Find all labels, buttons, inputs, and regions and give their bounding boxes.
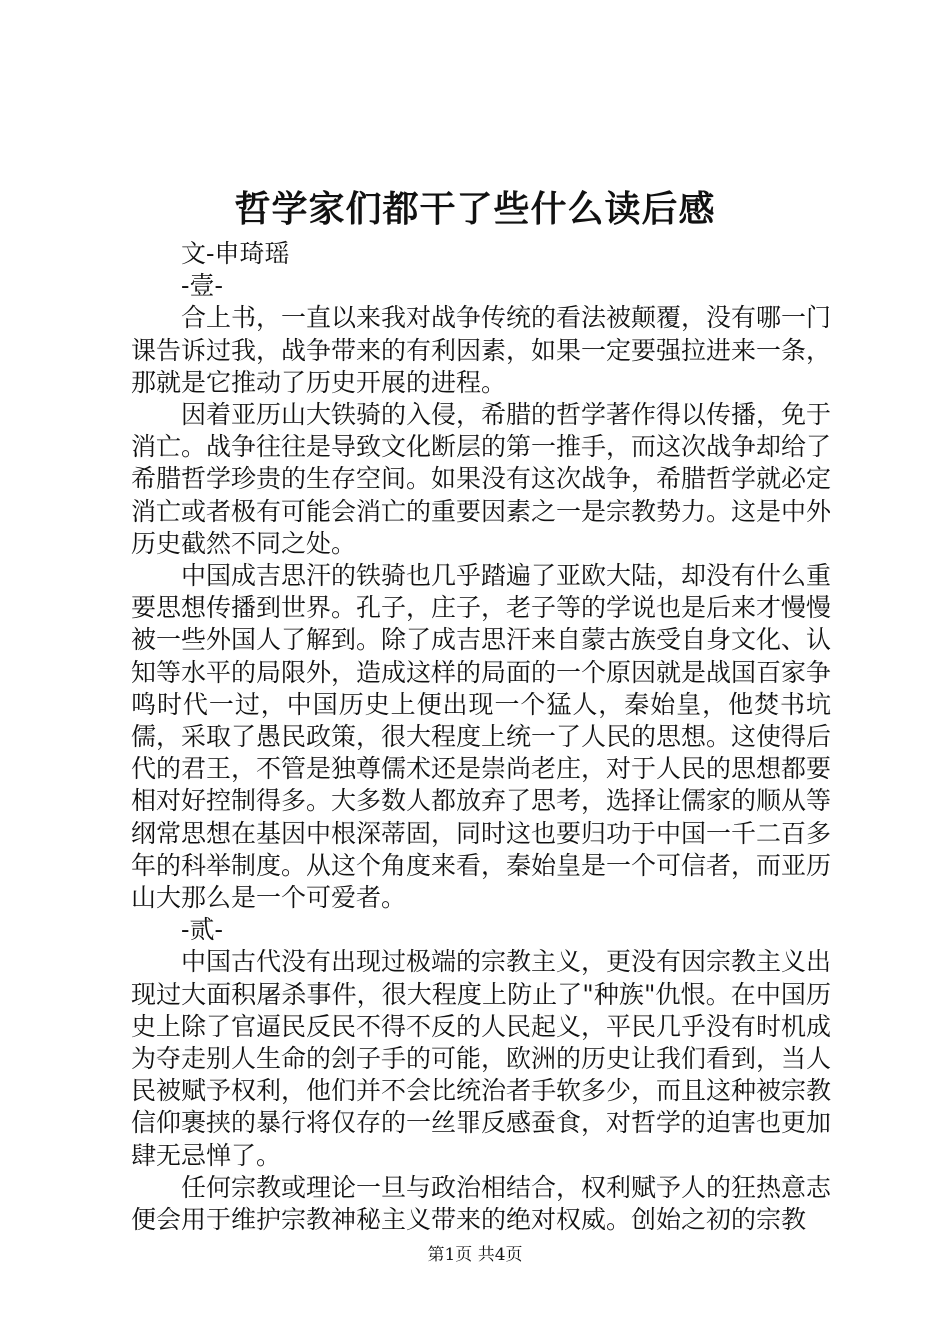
document-title: 哲学家们都干了些什么读后感 bbox=[234, 188, 716, 230]
paragraph: 中国成吉思汗的铁骑也几乎踏遍了亚欧大陆，却没有什么重要思想传播到世界。孔子，庄子，老子等的学说也是后来才慢慢被一些外国人了解到。除了成吉思汗来自蒙古族受自身文化、认知等水平的局限外，造成这样的局面的一个原因就是战国百家争鸣时代一过，中国历史上便出现一个猛人，秦始皇，他焚书坑儒，采取了愚民政策，很大程度上统一了人民的思想。这使得后代的君王，不管是独尊儒术还是崇尚老庄，对于人民的思想都要相对好控制得多。大多数人都放弃了思考，选择让儒家的顺从等纲常思想在基因中根深蒂固，同时这也要归功于中国一千二百多年的科举制度。从这个角度来看，秦始皇是一个可信者，而亚历山大那么是一个可爱者。 bbox=[131, 561, 832, 913]
section-marker-1: -壹- bbox=[181, 271, 223, 301]
paragraph: 任何宗教或理论一旦与政治相结合，权利赋予人的狂热意志便会用于维护宗教神秘主义带来的绝对权威。创始之初的宗教 bbox=[131, 1172, 832, 1235]
section-marker-2: -贰- bbox=[181, 915, 223, 945]
paragraph: 中国古代没有出现过极端的宗教主义，更没有因宗教主义出现过大面积屠杀事件，很大程度上防止了"种族"仇恨。在中国历史上除了官逼民反民不得不反的人民起义，平民几乎没有时机成为夺走别人生命的刽子手的可能，欧洲的历史让我们看到，当人民被赋予权利，他们并不会比统治者手软多少，而且这种被宗教信仰裹挟的暴行将仅存的一丝罪反感蚕食，对哲学的迫害也更加肆无忌惮了。 bbox=[131, 947, 832, 1170]
author-line: 文-申琦瑶 bbox=[181, 239, 290, 268]
page-number-footer: 第1页 共4页 bbox=[427, 1245, 523, 1265]
paragraph: 因着亚历山大铁骑的入侵，希腊的哲学著作得以传播，免于消亡。战争往往是导致文化断层的第一推手，而这次战争却给了希腊哲学珍贵的生存空间。如果没有这次战争，希腊哲学就必定消亡或者极有可能会消亡的重要因素之一是宗教势力。这是中外历史截然不同之处。 bbox=[131, 400, 832, 558]
document-body bbox=[131, 238, 831, 1236]
paragraph: 合上书，一直以来我对战争传统的看法被颠覆，没有哪一门课告诉过我，战争带来的有利因素，如果一定要强拉进来一条，那就是它推动了历史开展的进程。 bbox=[131, 303, 832, 397]
